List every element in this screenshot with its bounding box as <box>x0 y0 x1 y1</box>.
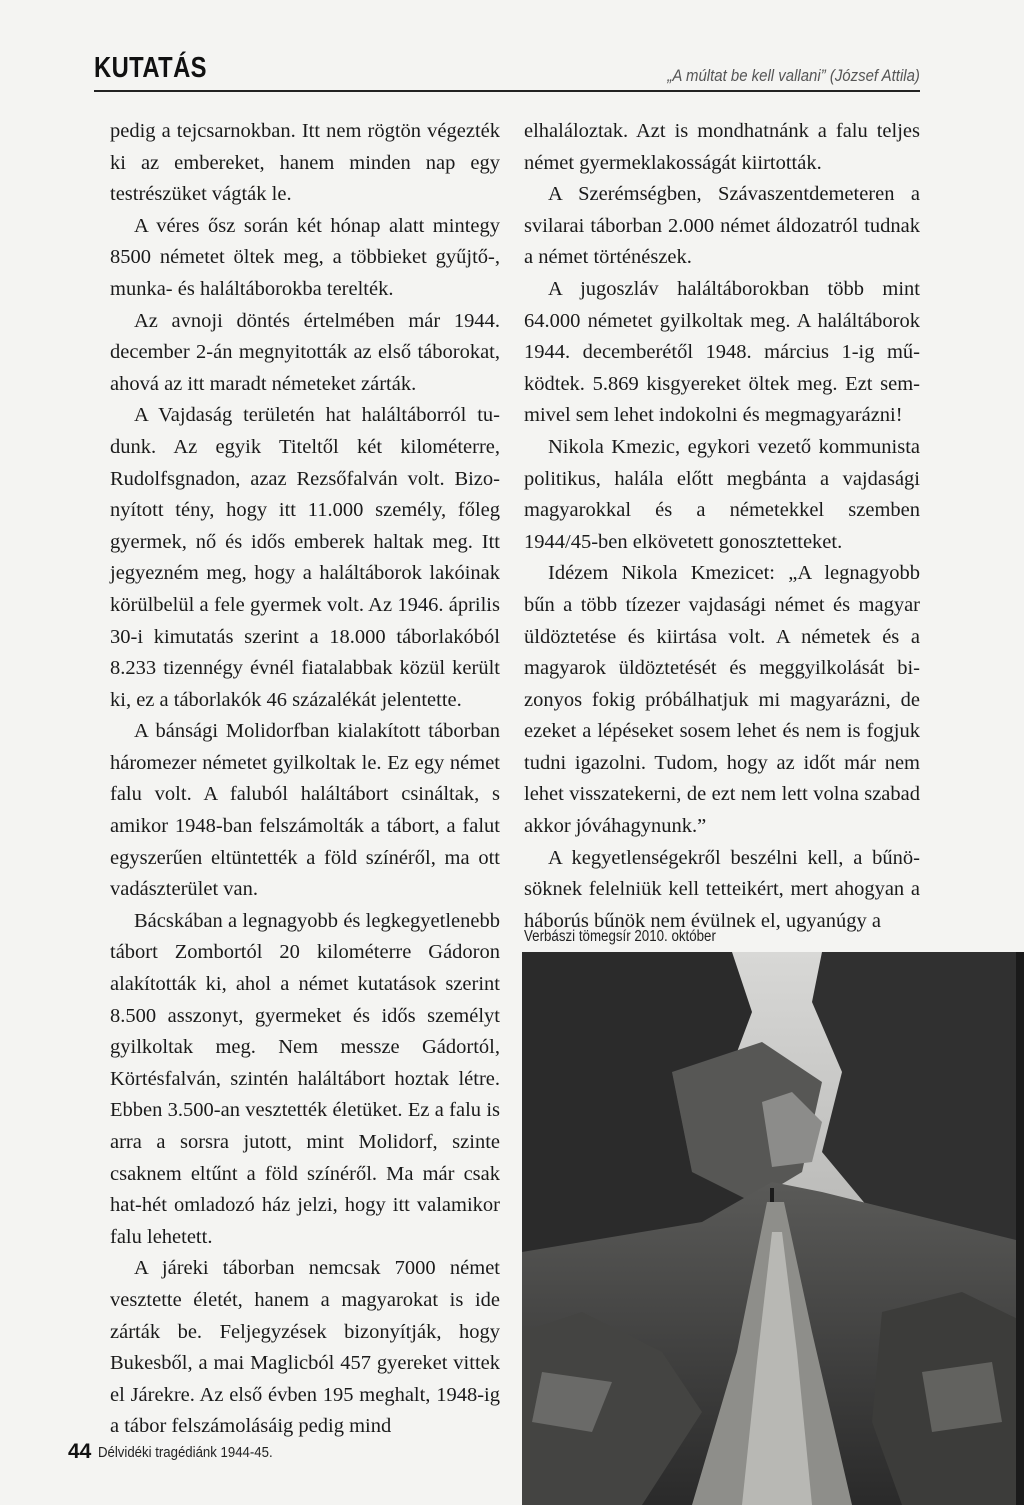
paragraph: Idézem Nikola Kmezicet: „A legnagyobb bűn a több tízezer vajdasági német és magyar üldöztetése és kiirtása volt. A németek és a magyarok üldöztetését és meggyilkolását bizonyos fokig próbálhatjuk mi magyarázni, de ezeket a lépéseket sosem lehet és nem is fogjuk tudni igazolni. Tudom, hogy az időt már nem lehet visszatekerni, de ezt nem lett volna szabad akkor jóváhagynunk.” <box>524 562 920 838</box>
paragraph: Bácskában a legnagyobb és legkegyetlenebb tábort Zombortól 20 kilométerre Gádoron alakították ki, ahol a német kutatások szerint 8.500 asszonyt, gyermeket és idős személyt gyilkoltak meg. Nem messze Gádortól, Körtésfalván, szintén haláltábort hoztak létre. Ebben 3.500-an vesztették életüket. Ez a falu is arra a sorsra jutott, mint Molidorf, szinte csaknem eltűnt a föld színéről. Ma már csak hat-hét omladozó ház jelzi, hogy itt valamikor falu lehetett. <box>110 909 500 1248</box>
page-number: 44 <box>68 1440 92 1463</box>
paragraph: A járeki táborban nemcsak 7000 német vesztette életét, hanem a magyarokat is ide zárták be. Feljegyzések bizonyítják, hogy Bukesből, a mai Maglicból 457 gyereket vittek el Járekre. Az első évben 195 meghalt, 1948-ig a tábor felszámolásáig pedig mind <box>110 1257 500 1438</box>
left-text-column <box>110 116 500 1443</box>
paragraph: Az avnoji döntés értelmében már 1944. december 2-án megnyitották az első táborokat, ahová az itt maradt németeket zárták. <box>110 309 500 395</box>
paragraph: A Szerémségben, Szávaszentdemeteren a svilarai táborban 2.000 német áldozatról tudnak a német történészek. <box>524 183 920 269</box>
paragraph: A Vajdaság területén hat haláltáborról tudunk. Az egyik Titeltől két kilométerre, Rudolfsgnadon, azaz Rezsőfalván volt. Bizonyított tény, hogy itt 11.000 személy, főleg gyermek, nő és idős emberek haltak meg. Itt jegyezném meg, hogy a haláltáborok lakóinak körülbelül a fele gyermek volt. Az 1946. április 30-i kimutatás szerint a 18.000 táborlakóból 8.233 tizennégy évnél fiatalabbak közül került ki, ez a táborlakók 46 százalékát jelentette. <box>110 404 500 711</box>
publication-title: Délvidéki tragédiánk 1944-45. <box>98 1444 273 1461</box>
paragraph: A kegyetlenségekről beszélni kell, a bűnösöknek felelniük kell tetteikért, mert ahogyan a háborús bűnök nem évülnek el, ugyanúgy a <box>524 846 920 932</box>
paragraph: pedig a tejcsarnokban. Itt nem rögtön végezték ki az embereket, hanem minden nap egy testrészüket vágták le. <box>110 120 500 206</box>
section-title: KUTATÁS <box>94 52 207 84</box>
photo-caption: Verbászi tömegsír 2010. október <box>524 928 716 945</box>
paragraph: A jugoszláv haláltáborokban több mint 64.000 németet gyilkoltak meg. A haláltáborok 1944. decemberétől 1948. március 1-ig működtek. 5.869 kisgyereket öltek meg. Ezt semmivel sem lehet indokolni és megmagyarázni! <box>524 277 920 427</box>
paragraph: A bánsági Molidorfban kialakított táborban háromezer németet gyilkoltak le. Ez egy német falu volt. A faluból haláltábort csináltak, s amikor 1948-ban felszámolták a tábort, a falut egyszerűen eltüntették a föld színéről, ma ott vadászterület van. <box>110 720 500 901</box>
header-quote: „A múltat be kell vallani” (József Attila) <box>667 66 920 85</box>
mass-grave-photo <box>522 952 1024 1505</box>
header-rule <box>94 90 920 92</box>
right-text-column <box>524 116 920 937</box>
paragraph: A véres ősz során két hónap alatt mintegy 8500 németet öltek meg, a többieket gyűjtő-, munka- és haláltáborokba terelték. <box>110 214 500 300</box>
paragraph: Nikola Kmezic, egykori vezető kommunista politikus, halála előtt megbánta a vajdasági magyarokkal és a németekkel szemben 1944/45-ben elkövetett gonosztetteket. <box>524 435 920 553</box>
paragraph: elhaláloztak. Azt is mondhatnánk a falu teljes német gyermeklakosságát kiirtották. <box>524 120 920 174</box>
